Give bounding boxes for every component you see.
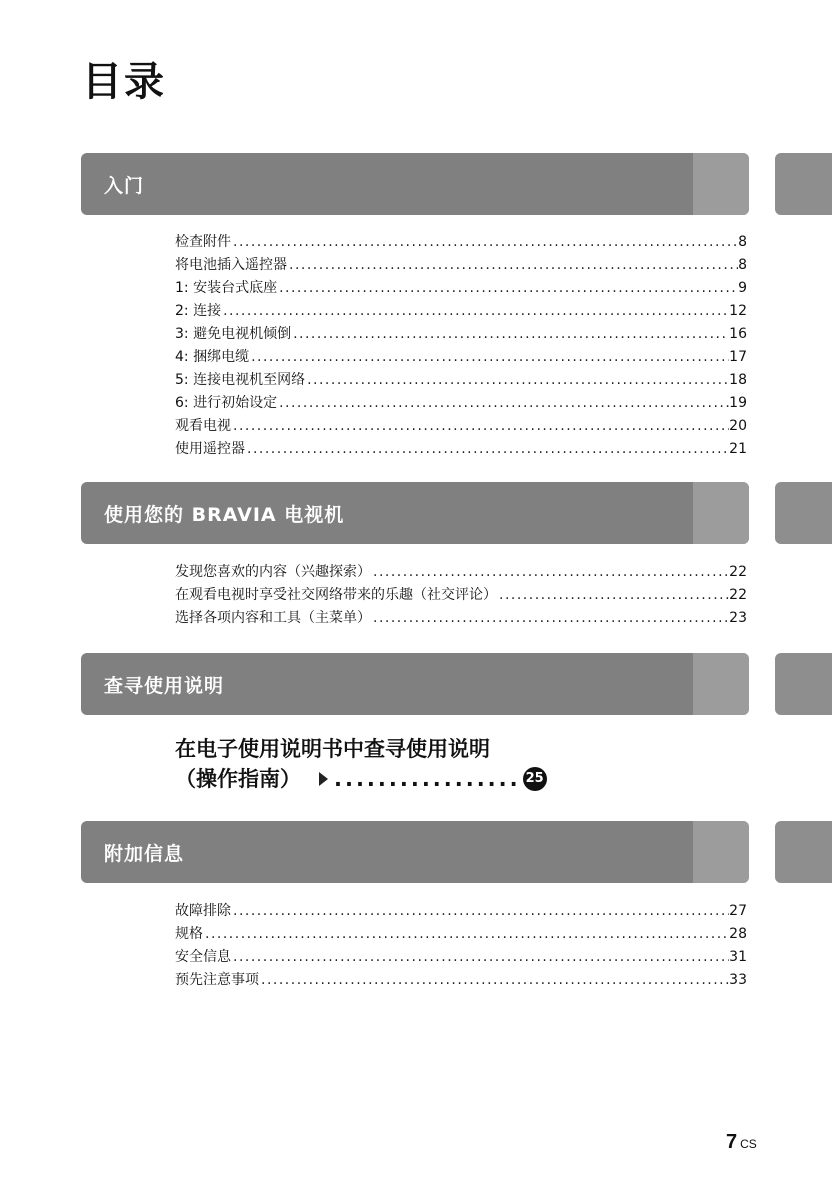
toc-entry-page: 28 — [729, 926, 747, 942]
toc-list — [175, 561, 747, 630]
help-guide-title: 在电子使用说明书中查寻使用说明 — [175, 737, 490, 761]
toc-entry[interactable] — [175, 323, 747, 346]
toc-entry[interactable] — [175, 392, 747, 415]
toc-entry[interactable] — [175, 415, 747, 438]
dot-leader — [497, 584, 729, 607]
dot-leader — [371, 607, 729, 630]
section-header-using-bravia — [81, 482, 749, 544]
toc-entry[interactable] — [175, 254, 747, 277]
toc-entry[interactable] — [175, 277, 747, 300]
toc-entry-page: 22 — [729, 564, 747, 580]
page-title: 目录 — [82, 59, 166, 105]
page-number-suffix: CS — [740, 1137, 757, 1151]
toc-entry-label: 故障排除 — [175, 903, 231, 919]
toc-entry[interactable] — [175, 584, 747, 607]
side-tab — [775, 482, 832, 544]
toc-entry-label: 选择各项内容和工具（主菜单） — [175, 610, 371, 626]
page-number-value: 7 — [726, 1131, 738, 1153]
toc-entry[interactable] — [175, 438, 747, 461]
toc-list — [175, 231, 747, 461]
dot-leader — [245, 438, 729, 461]
dot-leader — [231, 946, 729, 969]
toc-entry-label: 4: 捆绑电缆 — [175, 349, 250, 365]
section-bar-end — [693, 821, 749, 883]
section-header-additional-info — [81, 821, 749, 883]
dot-leader — [203, 923, 729, 946]
side-tab — [775, 821, 832, 883]
toc-entry[interactable] — [175, 369, 747, 392]
toc-entry[interactable] — [175, 346, 747, 369]
toc-entry-page: 17 — [729, 349, 747, 365]
dot-leader — [231, 415, 729, 438]
toc-entry-label: 检查附件 — [175, 234, 231, 250]
toc-entry-page: 8 — [738, 234, 747, 250]
page-number-circle: 25 — [523, 767, 547, 791]
toc-entry-label: 观看电视 — [175, 418, 231, 434]
toc-entry-page: 18 — [729, 372, 747, 388]
help-guide-subtitle: （操作指南） — [175, 767, 301, 791]
toc-entry[interactable] — [175, 969, 747, 992]
toc-entry-label: 1: 安装台式底座 — [175, 280, 278, 296]
section-title: 入门 — [104, 174, 145, 197]
dot-leader — [231, 900, 729, 923]
toc-entry-label: 5: 连接电视机至网络 — [175, 372, 306, 388]
toc-entry-label: 规格 — [175, 926, 203, 942]
dot-leader — [277, 277, 738, 300]
toc-entry-page: 22 — [729, 587, 747, 603]
toc-entry-label: 将电池插入遥控器 — [175, 257, 287, 273]
dot-leader — [305, 369, 729, 392]
side-tab — [775, 153, 832, 215]
side-tab — [775, 653, 832, 715]
toc-entry-label: 安全信息 — [175, 949, 231, 965]
toc-entry[interactable] — [175, 561, 747, 584]
section-bar-end — [693, 653, 749, 715]
section-header-find-instructions — [81, 653, 749, 715]
toc-entry[interactable] — [175, 300, 747, 323]
dot-leader: ................. — [334, 767, 521, 791]
section-header-getting-started — [81, 153, 749, 215]
section-title: 附加信息 — [104, 842, 185, 865]
toc-entry-page: 20 — [729, 418, 747, 434]
toc-entry-label: 在观看电视时享受社交网络带来的乐趣（社交评论） — [175, 587, 497, 603]
toc-entry-page: 33 — [729, 972, 747, 988]
dot-leader — [287, 254, 738, 277]
page-number — [726, 1131, 757, 1154]
toc-entry-page: 12 — [729, 303, 747, 319]
toc-entry[interactable] — [175, 923, 747, 946]
toc-entry-page: 16 — [729, 326, 747, 342]
play-triangle-icon — [319, 772, 328, 786]
section-bar-end — [693, 482, 749, 544]
toc-entry-page: 9 — [738, 280, 747, 296]
toc-entry-page: 31 — [729, 949, 747, 965]
dot-leader — [249, 346, 729, 369]
toc-entry-page: 21 — [729, 441, 747, 457]
toc-entry-label: 6: 进行初始设定 — [175, 395, 278, 411]
toc-entry-page: 23 — [729, 610, 747, 626]
dot-leader — [221, 300, 729, 323]
toc-entry-page: 8 — [738, 257, 747, 273]
section-bar-end — [693, 153, 749, 215]
toc-entry-label: 2: 连接 — [175, 303, 222, 319]
toc-entry-label: 使用遥控器 — [175, 441, 245, 457]
toc-entry-page: 27 — [729, 903, 747, 919]
toc-entry[interactable] — [175, 231, 747, 254]
toc-entry-label: 预先注意事项 — [175, 972, 259, 988]
dot-leader — [231, 231, 738, 254]
toc-entry-label: 发现您喜欢的内容（兴趣探索） — [175, 564, 371, 580]
section-title: 使用您的 BRAVIA 电视机 — [104, 503, 345, 526]
dot-leader — [277, 392, 729, 415]
toc-entry[interactable] — [175, 607, 747, 630]
help-guide-link[interactable] — [175, 734, 547, 794]
dot-leader — [371, 561, 729, 584]
toc-entry-page: 19 — [729, 395, 747, 411]
toc-entry-label: 3: 避免电视机倾倒 — [175, 326, 292, 342]
dot-leader — [259, 969, 729, 992]
toc-entry[interactable] — [175, 900, 747, 923]
toc-list — [175, 900, 747, 992]
dot-leader — [291, 323, 729, 346]
toc-entry[interactable] — [175, 946, 747, 969]
section-title: 查寻使用说明 — [104, 674, 225, 697]
